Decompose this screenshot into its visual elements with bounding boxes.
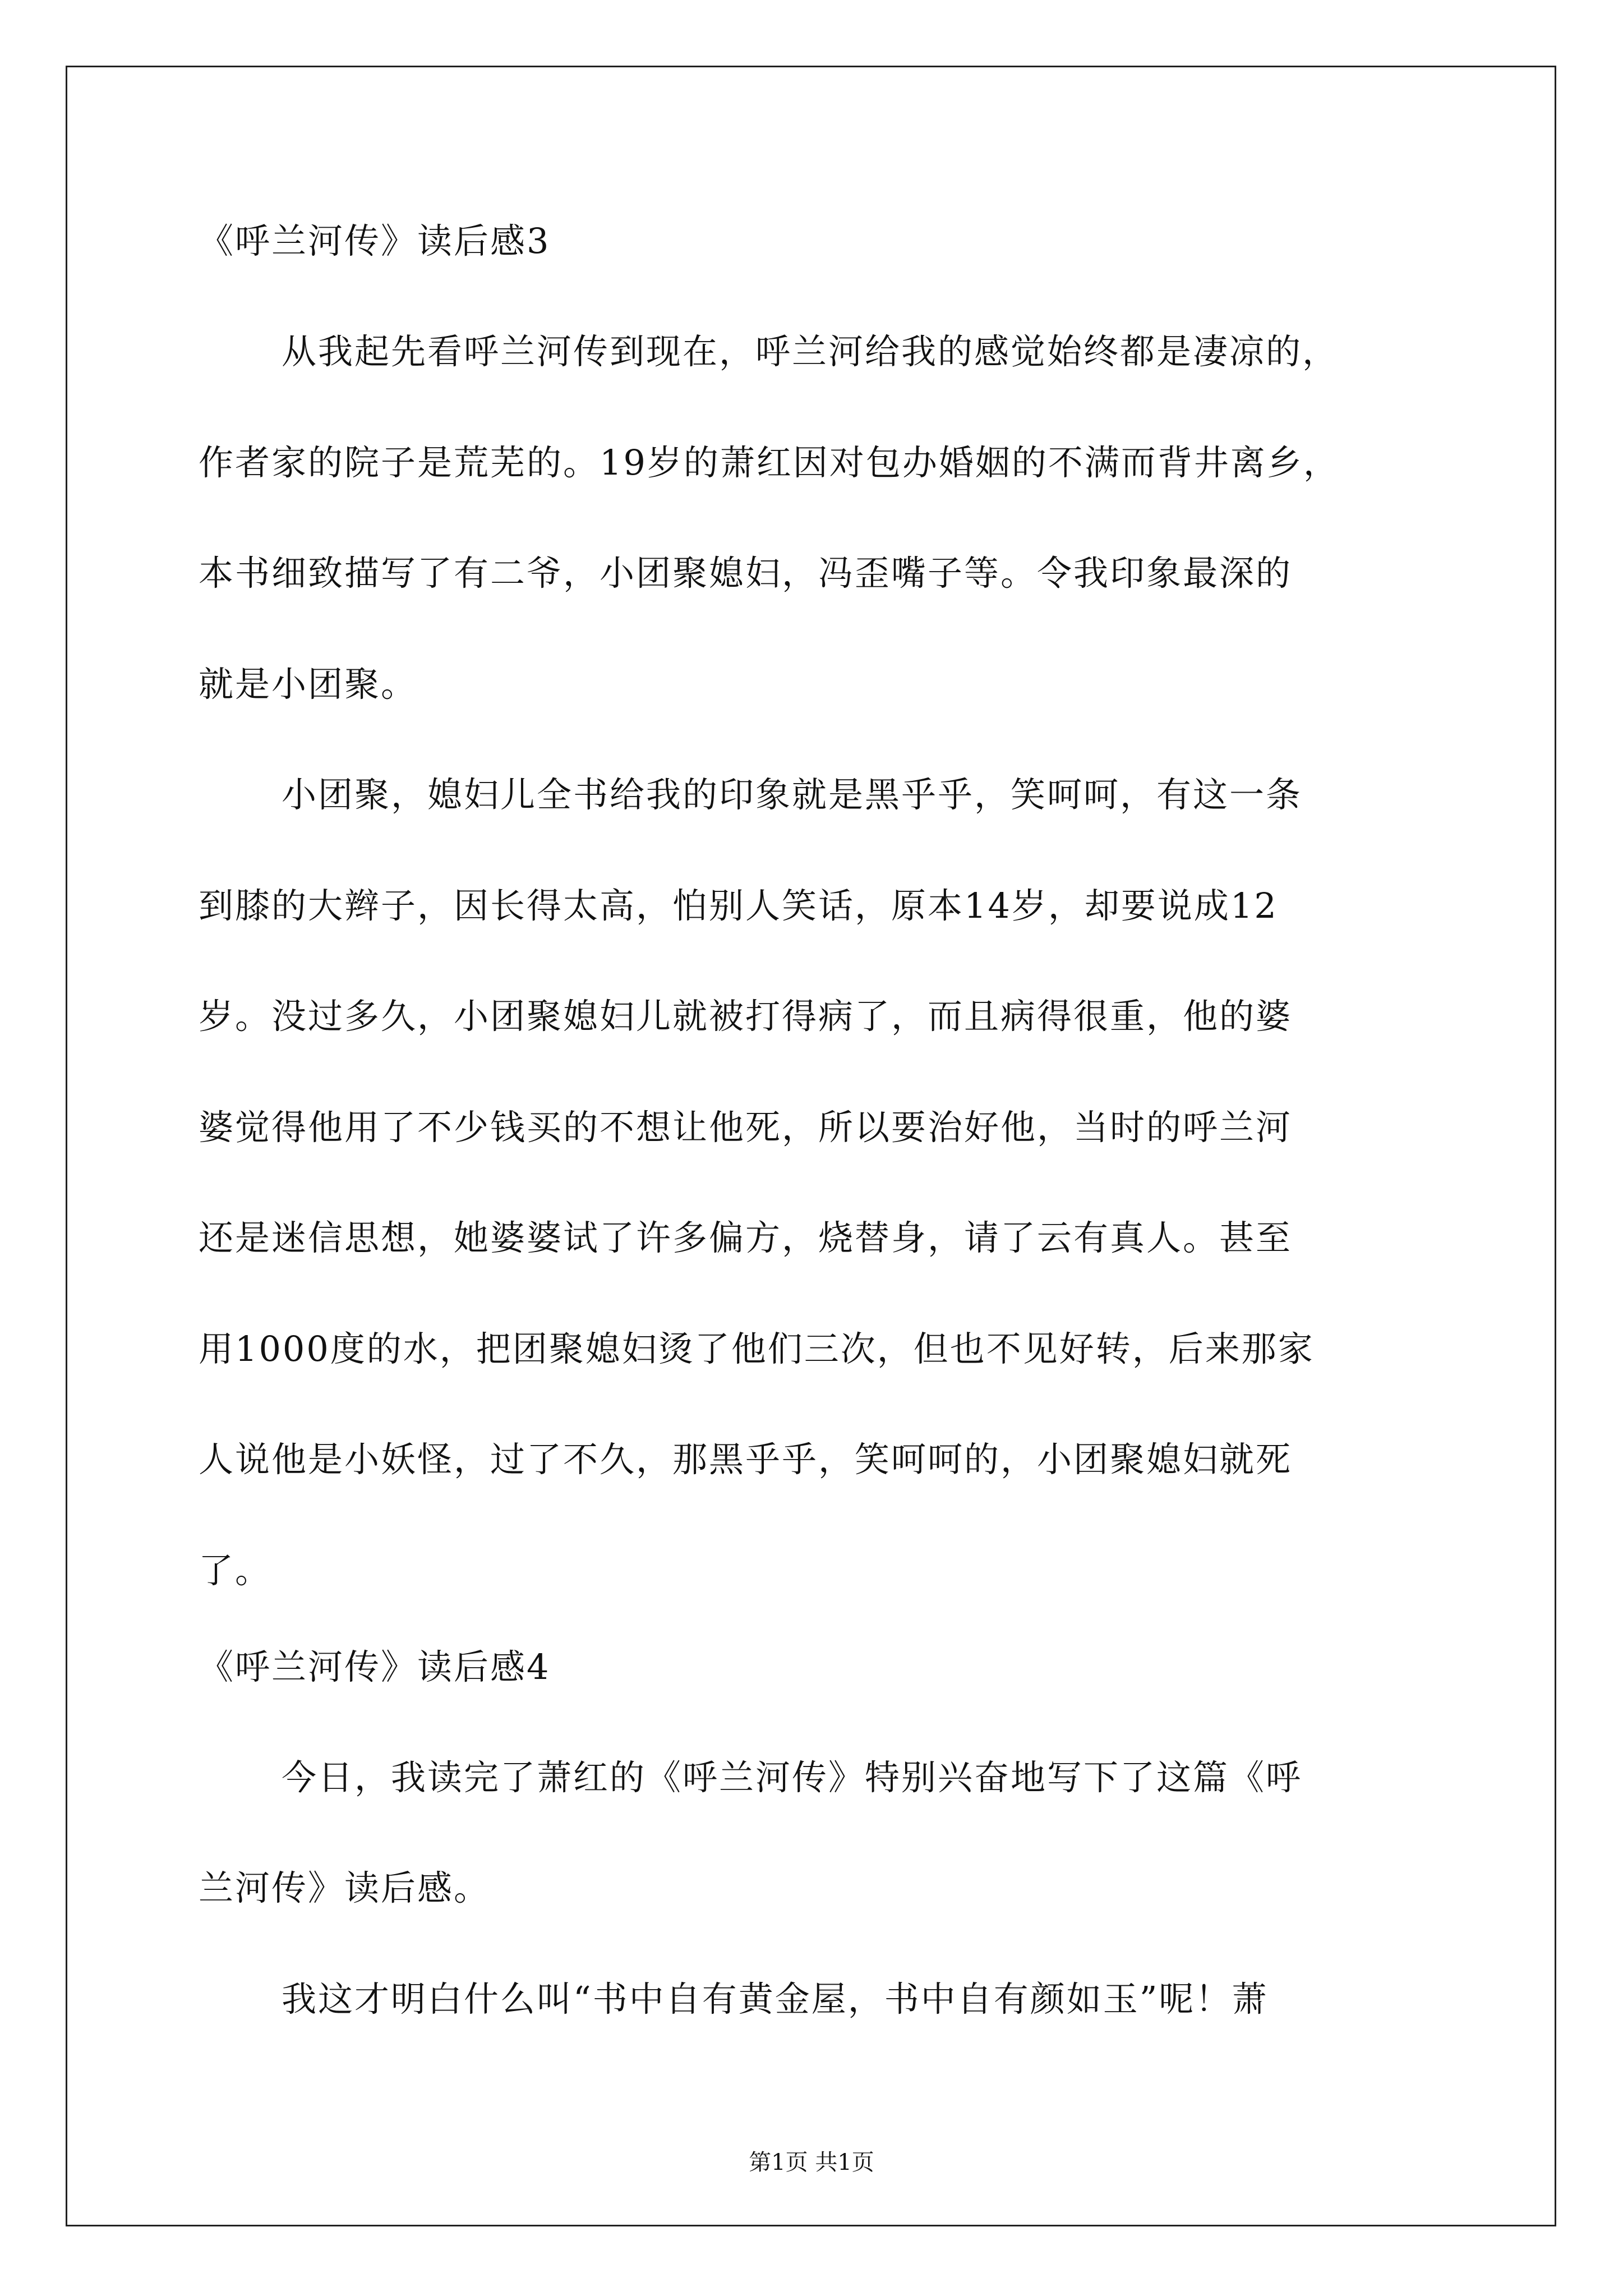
paragraph-line: 我这才明白什么叫“书中自有黄金屋，书中自有颜如玉”呢！萧 (282, 1978, 1269, 2019)
paragraph-line: 从我起先看呼兰河传到现在，呼兰河给我的感觉始终都是凄凉的， (282, 331, 1339, 372)
paragraph-line: 还是迷信思想，她婆婆试了许多偏方，烧替身，请了云有真人。甚至 (199, 1217, 1293, 1258)
paragraph-line: 人说他是小妖怪，过了不久，那黑乎乎，笑呵呵的，小团聚媳妇就死 (199, 1439, 1293, 1480)
paragraph-line: 本书细致描写了有二爷，小团聚媳妇，冯歪嘴子等。令我印象最深的 (199, 553, 1293, 593)
paragraph-line: 用1000度的水，把团聚媳妇烫了他们三次，但也不见好转，后来那家 (199, 1328, 1315, 1369)
paragraph-line: 作者家的院子是荒芜的。19岁的萧红因对包办婚姻的不满而背井离乡， (199, 442, 1340, 483)
paragraph-line: 小团聚，媳妇儿全书给我的印象就是黑乎乎，笑呵呵，有这一条 (282, 774, 1303, 815)
paragraph-line: 婆觉得他用了不少钱买的不想让他死，所以要治好他，当时的呼兰河 (199, 1107, 1293, 1148)
paragraph-line: 了。 (199, 1550, 272, 1591)
section-heading: 《呼兰河传》读后感4 (199, 1646, 551, 1687)
paragraph-line: 岁。没过多久，小团聚媳妇儿就被打得病了，而且病得很重，他的婆 (199, 996, 1293, 1037)
paragraph-line: 兰河传》读后感。 (199, 1867, 491, 1908)
page-number-footer: 第1页 共1页 (749, 2150, 874, 2175)
section-heading: 《呼兰河传》读后感3 (199, 220, 551, 261)
paragraph-line: 到膝的大辫子，因长得太高，怕别人笑话，原本14岁，却要说成12 (199, 885, 1278, 926)
paragraph-line: 就是小团聚。 (199, 664, 418, 705)
paragraph-line: 今日，我读完了萧红的《呼兰河传》特别兴奋地写下了这篇《呼 (282, 1757, 1303, 1798)
